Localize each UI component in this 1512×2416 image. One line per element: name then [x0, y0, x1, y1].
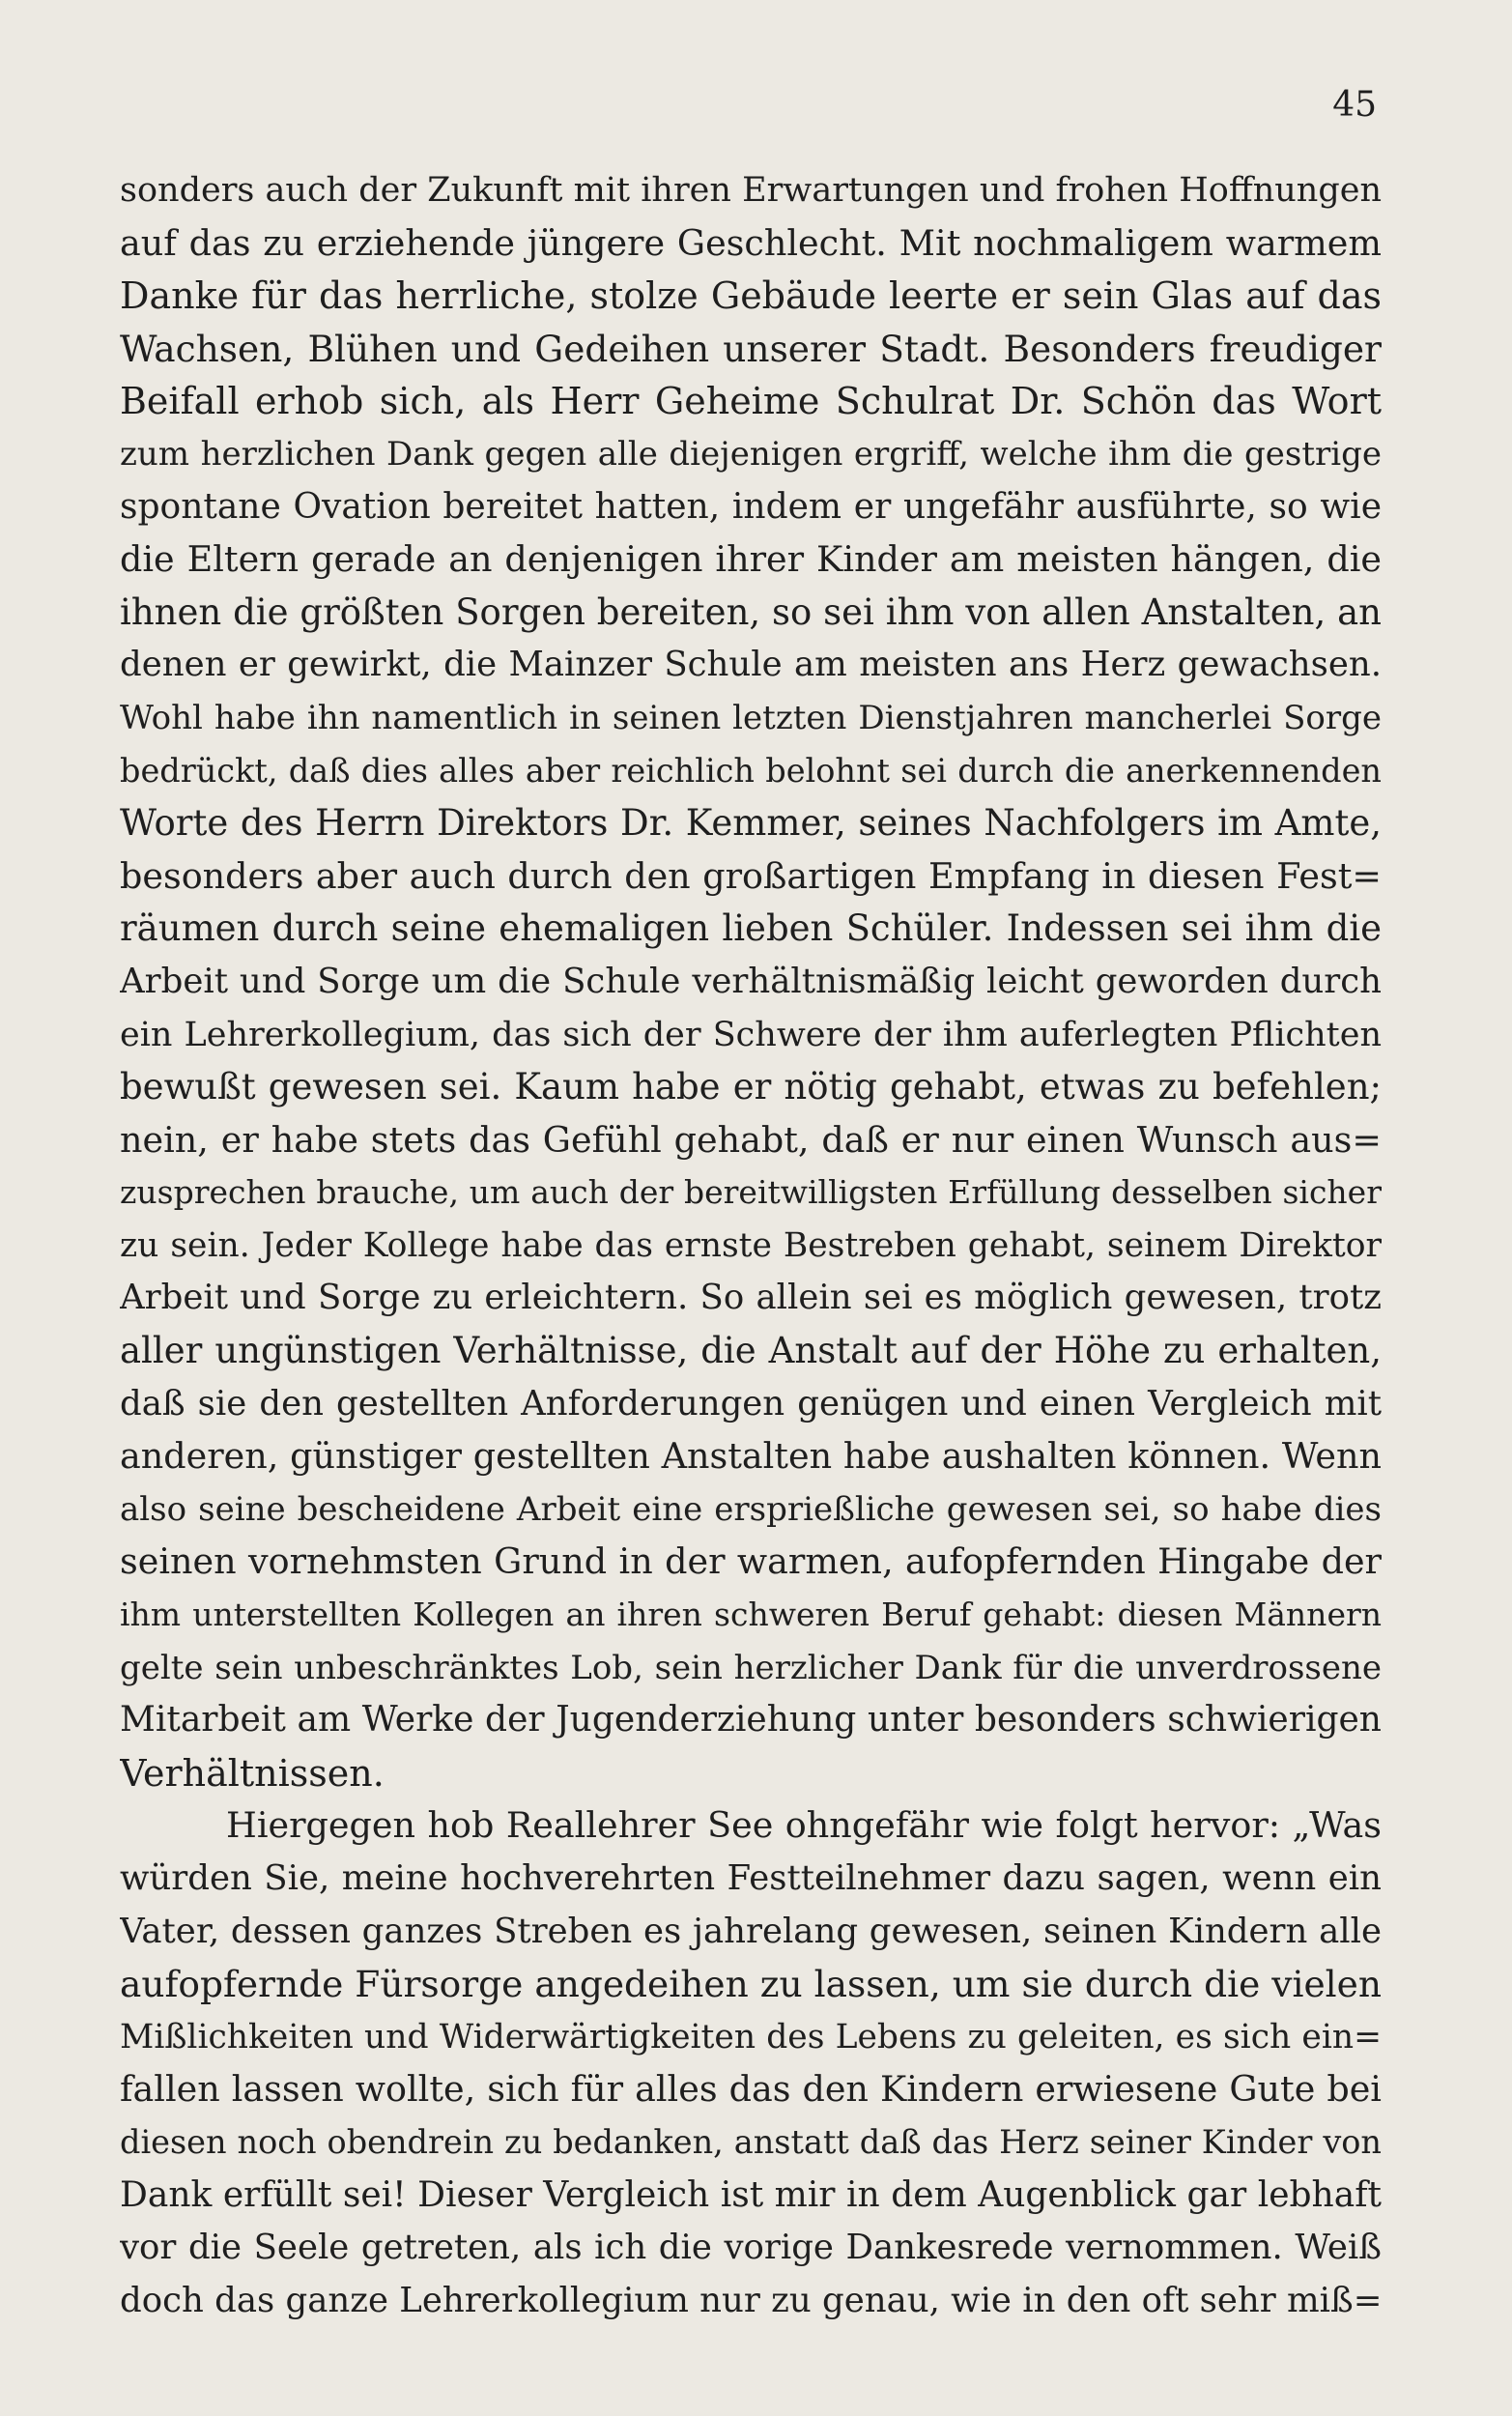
text-line: zu sein. Jeder Kollege habe das ernste Bestreben gehabt, seinem Direktor — [120, 1225, 1382, 1265]
text-line: diesen noch obendrein zu bedanken, anstatt daß das Herz seiner Kinder von — [120, 2122, 1382, 2161]
paragraph-2 — [120, 1799, 1382, 2327]
text-line: sonders auch der Zukunft mit ihren Erwartungen und frohen Hoffnungen — [120, 171, 1382, 210]
text-line: aller ungünstigen Verhältnisse, die Anstalt auf der Höhe zu erhalten, — [120, 1330, 1382, 1372]
text-line: Worte des Herrn Direktors Dr. Kemmer, seines Nachfolgers im Amte, — [120, 802, 1382, 845]
page-number: 45 — [1332, 85, 1377, 125]
text-line: Mißlichkeiten und Widerwärtigkeiten des Lebens zu geleiten, es sich ein= — [120, 2017, 1382, 2056]
text-line: Verhältnissen. — [120, 1751, 385, 1795]
paragraph-1 — [120, 164, 1382, 1799]
text-line: bedrückt, daß dies alles aber reichlich belohnt sei durch die anerkennenden — [120, 751, 1382, 790]
text-line: gelte sein unbeschränktes Lob, sein herzlicher Dank für die unverdrossene — [120, 1648, 1382, 1687]
text-line: denen er gewirkt, die Mainzer Schule am meisten ans Herz gewachsen. — [120, 645, 1382, 685]
text-line: die Eltern gerade an denjenigen ihrer Kinder am meisten hängen, die — [120, 538, 1382, 581]
text-line: Dank erfüllt sei! Dieser Vergleich ist mir in dem Augenblick gar lebhaft — [120, 2174, 1382, 2215]
text-line: fallen lassen wollte, sich für alles das den Kindern erwiesene Gute bei — [120, 2068, 1382, 2111]
text-line: Arbeit und Sorge um die Schule verhältnismäßig leicht geworden durch — [120, 961, 1382, 1001]
text-line: würden Sie, meine hochverehrten Festteilnehmer dazu sagen, wenn ein — [120, 1858, 1382, 1898]
text-line: Beifall erhob sich, als Herr Geheime Schulrat Dr. Schön das Wort — [120, 380, 1382, 423]
text-line: zum herzlichen Dank gegen alle diejenigen ergriff, welche ihm die gestrige — [120, 434, 1382, 474]
text-line: daß sie den gestellten Anforderungen genügen und einen Vergleich mit — [120, 1383, 1382, 1424]
text-line: Vater, dessen ganzes Streben es jahrelang gewesen, seinen Kindern alle — [120, 1911, 1382, 1951]
text-line: Wachsen, Blühen und Gedeihen unserer Stadt. Besonders freudiger — [120, 327, 1382, 370]
text-line: seinen vornehmsten Grund in der warmen, aufopfernden Hingabe der — [120, 1540, 1382, 1583]
text-line: ihm unterstellten Kollegen an ihren schweren Beruf gehabt: diesen Männern — [120, 1596, 1382, 1634]
text-line: räumen durch seine ehemaligen lieben Schüler. Indessen sei ihm die — [120, 907, 1382, 950]
text-line: Danke für das herrliche, stolze Gebäude leerte er sein Glas auf das — [120, 274, 1382, 318]
text-line: ein Lehrerkollegium, das sich der Schwere der ihm auferlegten Pflichten — [120, 1015, 1382, 1054]
text-line: ihnen die größten Sorgen bereiten, so sei ihm von allen Anstalten, an — [120, 590, 1382, 633]
text-line: besonders aber auch durch den großartigen Empfang in diesen Fest= — [120, 854, 1382, 897]
text-line: doch das ganze Lehrerkollegium nur zu genau, wie in den oft sehr miß= — [120, 2280, 1382, 2320]
text-line: Mitarbeit am Werke der Jugenderziehung unter besonders schwierigen — [120, 1700, 1382, 1740]
text-line: Hiergegen hob Reallehrer See ohngefähr wie folgt hervor: „Was — [226, 1804, 1382, 1847]
text-line: zusprechen brauche, um auch der bereitwilligsten Erfüllung desselben sicher — [120, 1173, 1382, 1212]
text-line: also seine bescheidene Arbeit eine ersprießliche gewesen sei, so habe dies — [120, 1489, 1382, 1529]
text-line: vor die Seele getreten, als ich die vorige Dankesrede vernommen. Weiß — [120, 2228, 1382, 2268]
text-line: aufopfernde Fürsorge angedeihen zu lassen, um sie durch die vielen — [120, 1963, 1382, 2006]
text-line: spontane Ovation bereitet hatten, indem er ungefähr ausführte, so wie — [120, 486, 1382, 527]
text-line: nein, er habe stets das Gefühl gehabt, daß er nur einen Wunsch aus= — [120, 1118, 1382, 1161]
text-line: Arbeit und Sorge zu erleichtern. So allein sei es möglich gewesen, trotz — [120, 1278, 1382, 1318]
text-line: anderen, günstiger gestellten Anstalten habe aushalten können. Wenn — [120, 1435, 1382, 1478]
text-line: auf das zu erziehende jüngere Geschlecht. Mit nochmaligem warmem — [120, 221, 1382, 264]
text-line: bewußt gewesen sei. Kaum habe er nötig gehabt, etwas zu befehlen; — [120, 1066, 1382, 1108]
text-line: Wohl habe ihn namentlich in seinen letzten Dienstjahren mancherlei Sorge — [120, 698, 1382, 737]
body-text — [120, 164, 1382, 2327]
